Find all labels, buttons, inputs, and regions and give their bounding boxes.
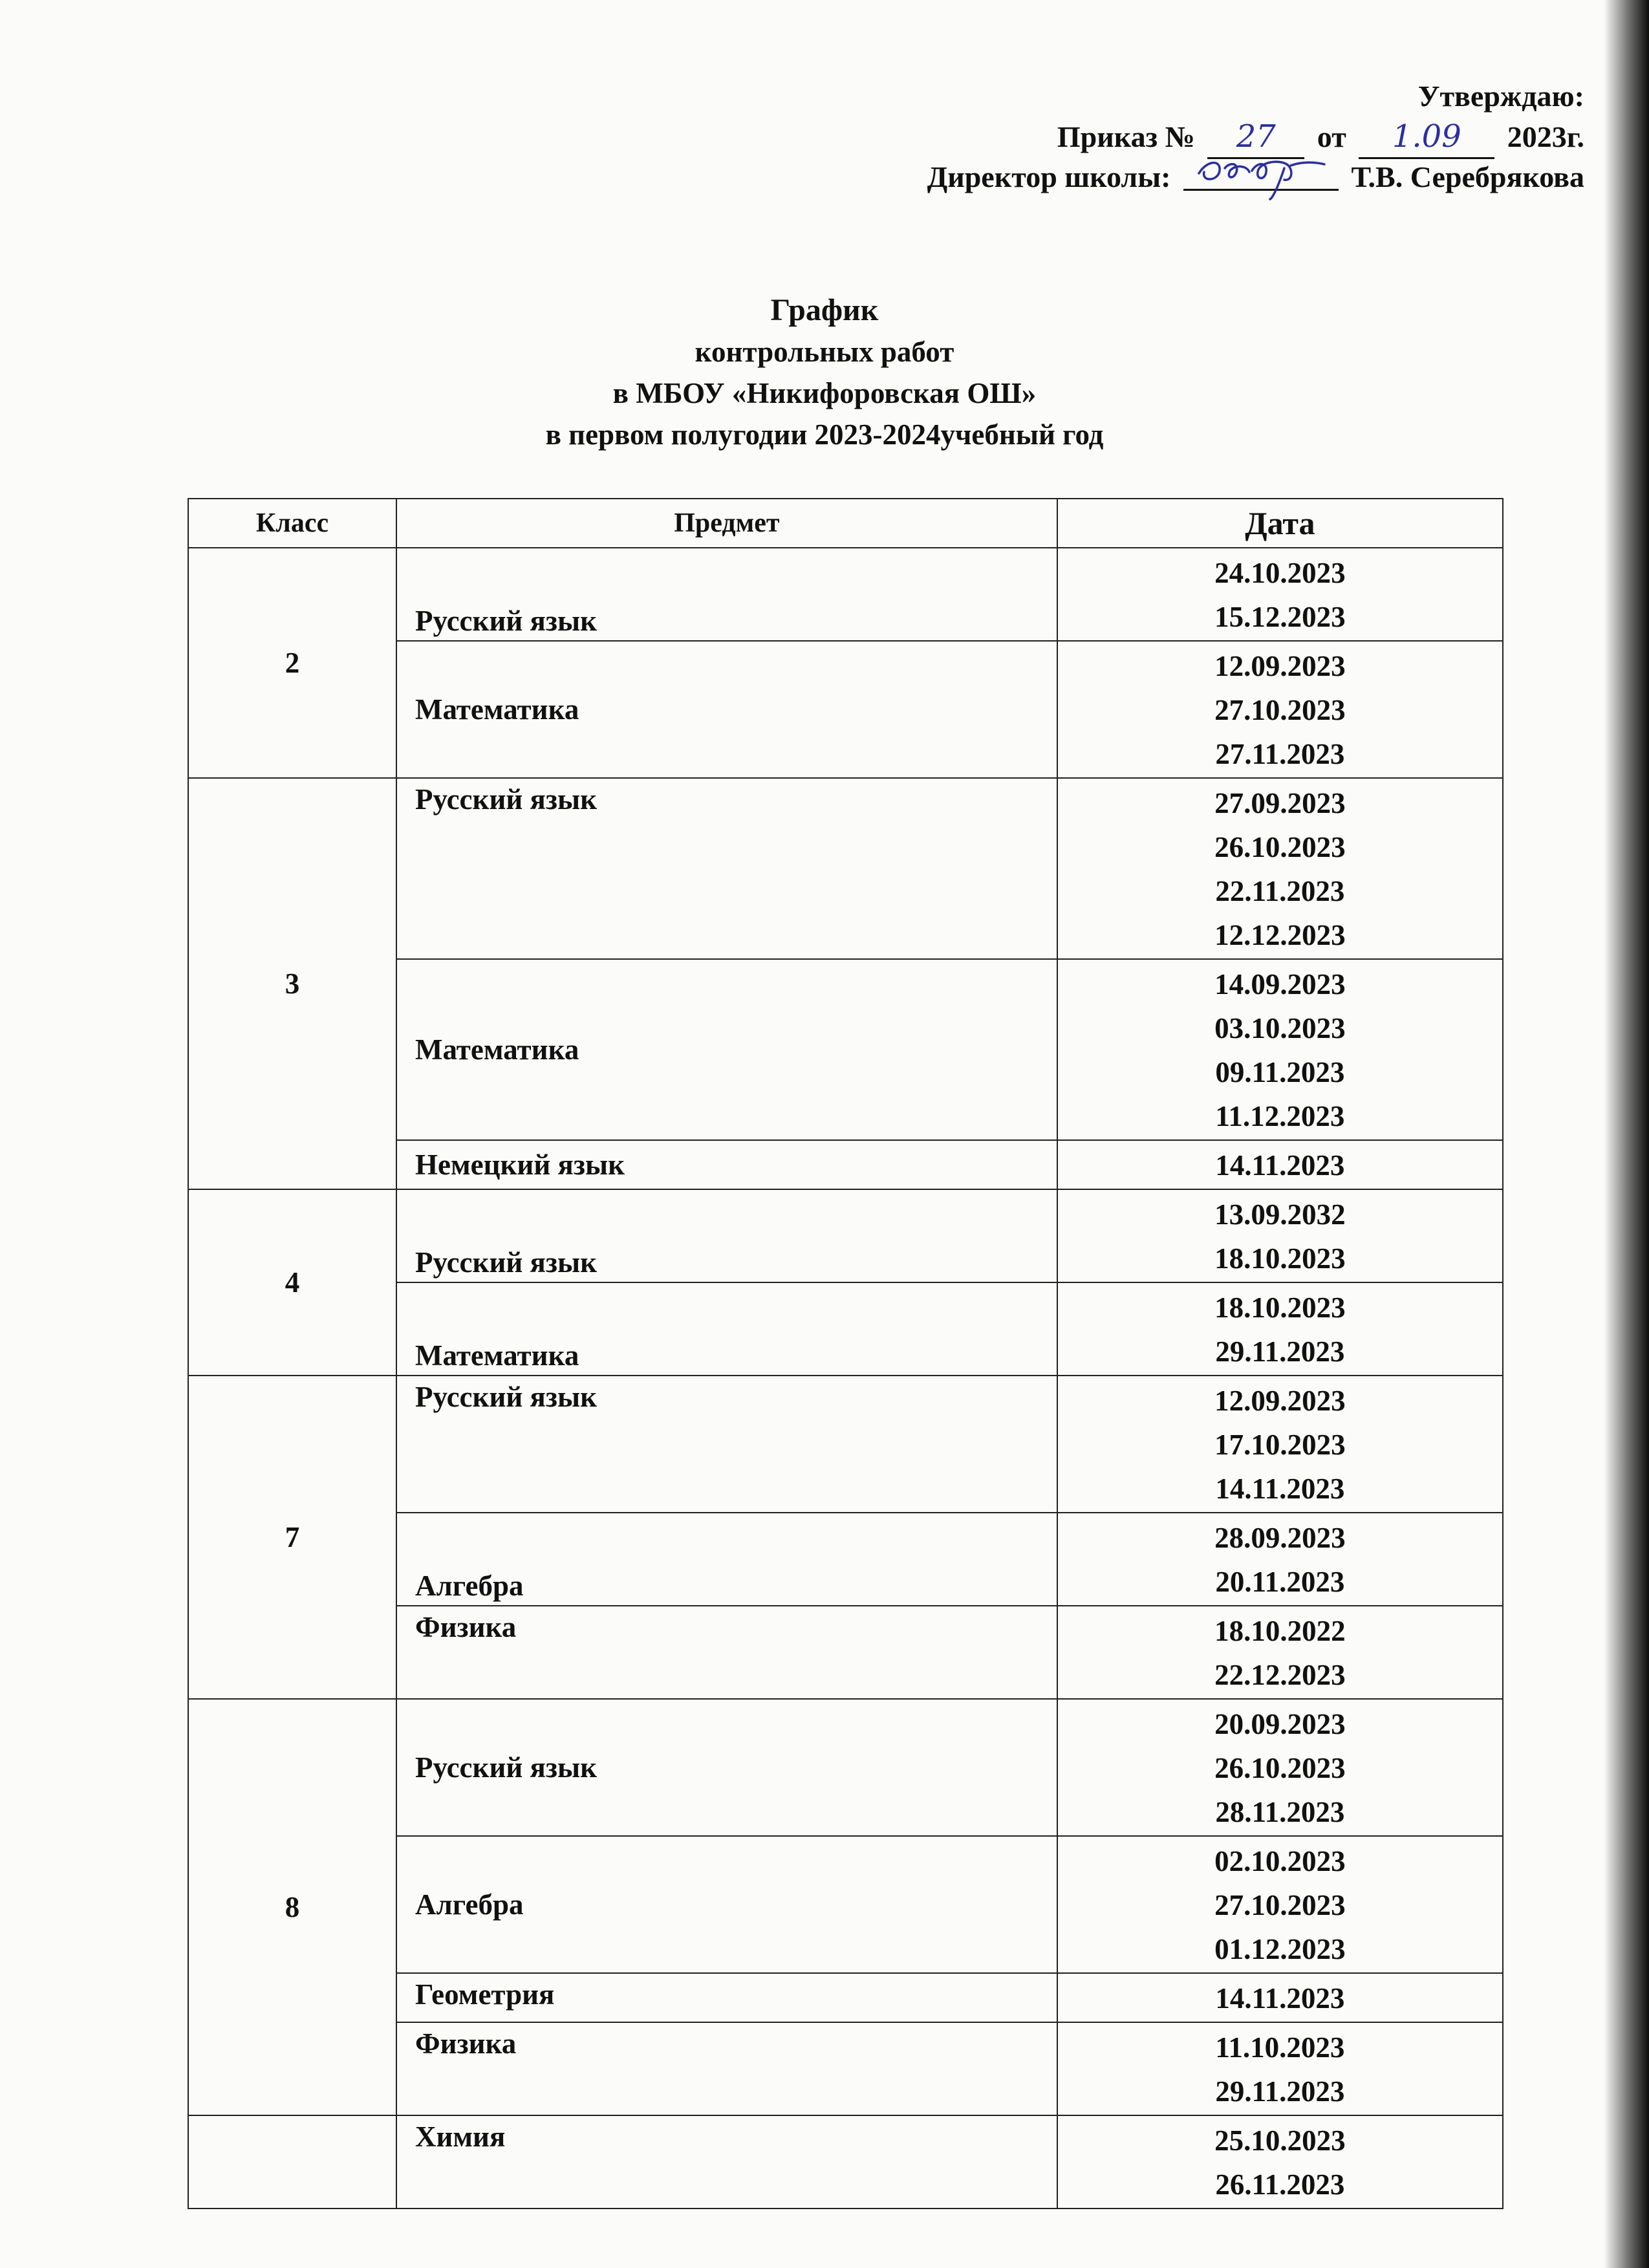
date-value: 14.11.2023	[1215, 1473, 1345, 1505]
director-label: Директор школы:	[927, 160, 1171, 193]
table-row	[188, 1376, 1503, 1513]
title-line-1: График	[770, 293, 879, 327]
title-line-4: в первом полугодии 2023-2024учебный год	[545, 418, 1104, 451]
subject-cell: Алгебра	[396, 1513, 1057, 1606]
date-value: 11.12.2023	[1215, 1100, 1345, 1132]
order-year: 2023г.	[1507, 120, 1584, 153]
dates-cell	[1057, 778, 1503, 959]
class-cell: 8	[188, 1699, 396, 2115]
subject-cell: Геометрия	[396, 1973, 1057, 2022]
date-value: 29.11.2023	[1215, 2075, 1345, 2108]
dates-cell	[1057, 1973, 1503, 2022]
date-value: 15.12.2023	[1214, 601, 1346, 633]
dates-cell	[1057, 1699, 1503, 1836]
header-subject: Предмет	[396, 499, 1057, 548]
dates-cell	[1057, 641, 1503, 778]
date-value: 28.11.2023	[1215, 1796, 1345, 1828]
date-value: 03.10.2023	[1214, 1012, 1346, 1044]
class-cell: 4	[188, 1189, 396, 1376]
table-row	[188, 778, 1503, 959]
director-name: Т.В. Серебрякова	[1351, 160, 1584, 193]
date-value: 26.11.2023	[1215, 2168, 1345, 2201]
table-row	[188, 2115, 1503, 2209]
subject-cell: Русский язык	[396, 1376, 1057, 1513]
header-date: Дата	[1057, 499, 1503, 548]
table-row	[188, 1699, 1503, 1836]
date-value: 12.09.2023	[1214, 1385, 1346, 1417]
date-value: 20.09.2023	[1214, 1708, 1346, 1740]
subject-cell: Физика	[396, 2022, 1057, 2115]
table-row	[188, 548, 1503, 641]
date-value: 14.11.2023	[1215, 1982, 1345, 2014]
order-date-field	[1359, 116, 1494, 159]
subject-cell: Русский язык	[396, 778, 1057, 959]
dates-cell	[1057, 1836, 1503, 1973]
date-value: 13.09.2032	[1214, 1198, 1346, 1231]
dates-cell	[1057, 1189, 1503, 1282]
date-value: 25.10.2023	[1214, 2124, 1346, 2157]
dates-cell	[1057, 1376, 1503, 1513]
date-value: 09.11.2023	[1215, 1056, 1345, 1088]
date-value: 01.12.2023	[1214, 1933, 1346, 1965]
signature-field	[1183, 157, 1339, 191]
date-value: 27.10.2023	[1214, 694, 1346, 726]
subject-cell: Химия	[396, 2115, 1057, 2209]
date-value: 11.10.2023	[1215, 2031, 1345, 2064]
dates-cell	[1057, 2115, 1503, 2209]
approval-block	[679, 76, 1584, 197]
date-value: 17.10.2023	[1214, 1429, 1346, 1461]
subject-cell: Алгебра	[396, 1836, 1057, 1973]
date-value: 14.11.2023	[1215, 1149, 1345, 1182]
dates-cell	[1057, 1282, 1503, 1376]
date-value: 18.10.2023	[1214, 1242, 1346, 1275]
title-line-3: в МБОУ «Никифоровская ОШ»	[612, 377, 1037, 409]
date-value: 20.11.2023	[1215, 1566, 1345, 1598]
class-cell: 7	[188, 1376, 396, 1699]
subject-cell: Русский язык	[396, 548, 1057, 641]
class-cell: 3	[188, 778, 396, 1189]
director-line	[679, 157, 1584, 197]
date-value: 26.10.2023	[1214, 831, 1346, 863]
date-value: 18.10.2023	[1214, 1291, 1346, 1324]
dates-cell	[1057, 1513, 1503, 1606]
signature-icon	[1187, 142, 1336, 200]
header-class: Класс	[188, 499, 396, 548]
title-line-2: контрольных работ	[695, 336, 954, 368]
dates-cell	[1057, 548, 1503, 641]
header-row	[188, 499, 1503, 548]
subject-cell: Немецкий язык	[396, 1140, 1057, 1189]
date-value: 24.10.2023	[1214, 557, 1346, 589]
subject-cell: Русский язык	[396, 1189, 1057, 1282]
document-title	[0, 290, 1649, 455]
date-value: 22.11.2023	[1215, 875, 1345, 907]
order-date: 1.09	[1392, 118, 1461, 155]
date-value: 27.09.2023	[1214, 787, 1346, 819]
date-value: 12.12.2023	[1214, 919, 1346, 951]
order-line	[679, 116, 1584, 157]
schedule-table	[188, 498, 1503, 2209]
class-cell	[188, 2115, 396, 2209]
subject-cell: Физика	[396, 1606, 1057, 1699]
table-row	[188, 1189, 1503, 1282]
date-value: 02.10.2023	[1214, 1845, 1346, 1877]
subject-cell: Математика	[396, 641, 1057, 778]
date-value: 27.10.2023	[1214, 1889, 1346, 1921]
approval-title: Утверждаю:	[1417, 80, 1584, 113]
date-value: 29.11.2023	[1215, 1335, 1345, 1368]
subject-cell: Математика	[396, 959, 1057, 1140]
date-value: 12.09.2023	[1214, 650, 1346, 682]
subject-cell: Математика	[396, 1282, 1057, 1376]
dates-cell	[1057, 2022, 1503, 2115]
schedule-body	[188, 548, 1503, 2209]
order-prefix: Приказ №	[1057, 120, 1195, 153]
order-from: от	[1317, 120, 1346, 153]
dates-cell	[1057, 1606, 1503, 1699]
class-cell: 2	[188, 548, 396, 778]
date-value: 18.10.2022	[1214, 1615, 1346, 1647]
date-value: 27.11.2023	[1215, 738, 1345, 770]
order-number: 27	[1236, 118, 1276, 155]
dates-cell	[1057, 1140, 1503, 1189]
dates-cell	[1057, 959, 1503, 1140]
date-value: 14.09.2023	[1214, 968, 1346, 1000]
date-value: 22.12.2023	[1214, 1659, 1346, 1691]
date-value: 26.10.2023	[1214, 1752, 1346, 1784]
date-value: 28.09.2023	[1214, 1522, 1346, 1554]
subject-cell: Русский язык	[396, 1699, 1057, 1836]
